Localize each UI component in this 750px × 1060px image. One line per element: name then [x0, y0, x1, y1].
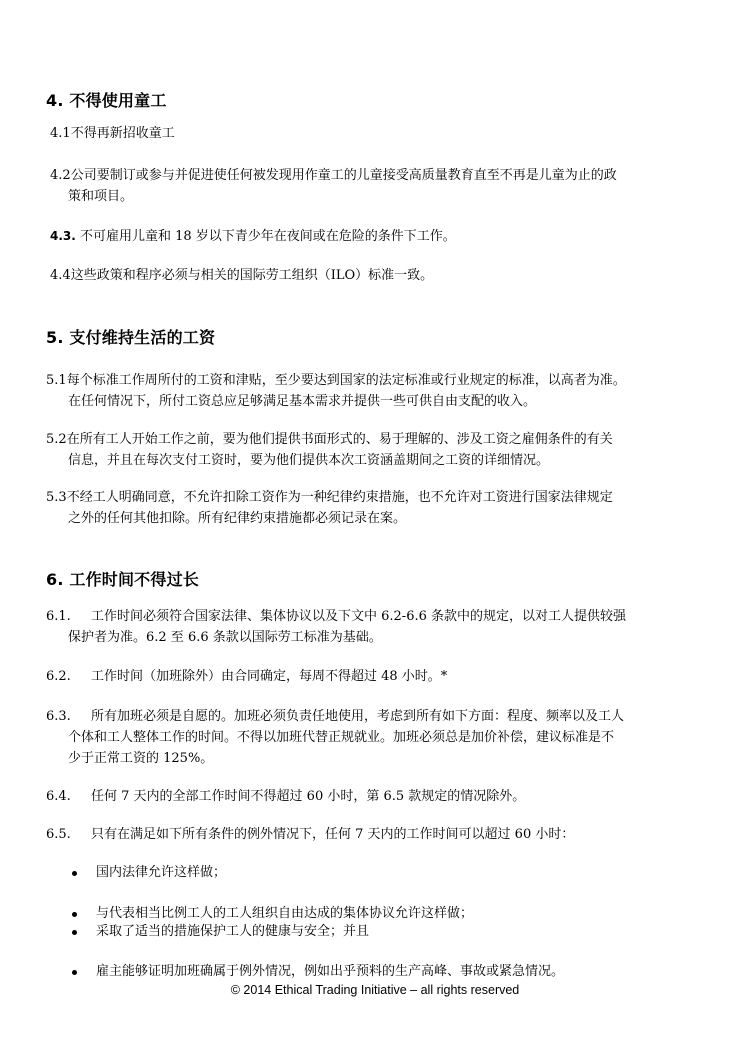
clause-text: 只有在满足如下所有条件的例外情况下，任何 7 天内的工作时间可以超过 60 小时：: [91, 827, 575, 842]
clause-text: 在所有工人开始工作之前，要为他们提供书面形式的、易于理解的、涉及工资之雇佣条件的有关: [66, 432, 613, 447]
clause-text: 工作时间必须符合国家法律、集体协议以及下文中 6.2-6.6 条款中的规定，以对工人提供较强: [91, 609, 627, 624]
clause-continuation: 策和项目。: [68, 189, 134, 204]
clause-5-1: [46, 370, 726, 412]
clause-number: 6.1.: [46, 609, 71, 624]
clause-5-2: [46, 429, 726, 471]
bullet-dot-icon: [72, 930, 77, 935]
clause-number: 4.3.: [50, 229, 76, 243]
clause-number: 6.3.: [46, 709, 71, 724]
clause-number: 5.2: [46, 432, 67, 447]
clause-text: 不可雇用儿童和 18 岁以下青少年在夜间或在危险的条件下工作。: [75, 229, 456, 244]
bullet-text: 采取了适当的措施保护工人的健康与安全；并且: [96, 924, 370, 939]
clause-text: 所有加班必须是自愿的。加班必须负责任地使用，考虑到所有如下方面：程度、频率以及工人: [91, 709, 625, 724]
clause-4-2: [50, 165, 730, 207]
clause-text: 公司要制订或参与并促进使任何被发现用作童工的儿童接受高质量教育直至不再是儿童为止的政: [70, 168, 617, 183]
bullet-dot-icon: [72, 871, 77, 876]
bullet-item: [72, 862, 226, 883]
clause-text: 任何 7 天内的全部工作时间不得超过 60 小时，第 6.5 款规定的情况除外。: [91, 789, 526, 804]
clause-6-3: [46, 706, 726, 769]
section-6-heading: 6. 工作时间不得过长: [46, 570, 199, 589]
clause-text: 每个标准工作周所付的工资和津贴，至少要达到国家的法定标准或行业规定的标准，以高者为准。: [66, 373, 626, 388]
clause-text: 这些政策和程序必须与相关的国际劳工组织（ILO）标准一致。: [70, 268, 434, 283]
clause-text: 不经工人明确同意，不允许扣除工资作为一种纪律约束措施，也不允许对工资进行国家法律规定: [66, 490, 613, 505]
clause-6-4: [46, 786, 726, 807]
section-5-heading: 5. 支付维持生活的工资: [46, 328, 216, 347]
clause-number: 4.2: [50, 168, 71, 183]
clause-text: 工作时间（加班除外）由合同确定，每周不得超过 48 小时。*: [91, 669, 448, 684]
bullet-item: [72, 961, 564, 982]
bullet-text: 雇主能够证明加班确属于例外情况，例如出乎预料的生产高峰、事故或紧急情况。: [96, 964, 565, 979]
bullet-text: 与代表相当比例工人的工人组织自由达成的集体协议允许这样做；: [96, 906, 474, 921]
clause-4-3: [50, 226, 730, 247]
clause-continuation: 之外的任何其他扣除。所有纪律约束措施都必须记录在案。: [68, 511, 407, 526]
clause-4-4: [50, 265, 730, 286]
clause-number: 4.1: [50, 126, 71, 141]
copyright-footer: © 2014 Ethical Trading Initiative – all rights reserved: [230, 983, 520, 997]
clause-5-3: [46, 487, 726, 529]
bullet-dot-icon: [72, 970, 77, 975]
clause-number: 6.5.: [46, 827, 71, 842]
clause-continuation: 信息，并且在每次支付工资时，要为他们提供本次工资涵盖期间之工资的详细情况。: [68, 453, 550, 468]
clause-6-1: [46, 606, 726, 648]
section-4-heading: 4. 不得使用童工: [46, 91, 167, 110]
bullet-item: [72, 921, 369, 942]
clause-4-1: [50, 123, 730, 144]
bullet-dot-icon: [72, 912, 77, 917]
clause-number: 4.4: [50, 268, 71, 283]
bullet-text: 国内法律允许这样做；: [96, 865, 227, 880]
clause-6-5: [46, 824, 726, 845]
clause-continuation: 少于正常工资的 125%。: [68, 751, 214, 766]
clause-number: 5.1: [46, 373, 67, 388]
clause-number: 6.2.: [46, 669, 71, 684]
clause-continuation: 个体和工人整体工作的时间。不得以加班代替正规就业。加班必须总是加价补偿，建议标准是不: [68, 730, 615, 745]
clause-continuation: 保护者为准。6.2 至 6.6 条款以国际劳工标准为基础。: [68, 630, 382, 645]
clause-continuation: 在任何情况下，所付工资总应足够满足基本需求并提供一些可供自由支配的收入。: [68, 394, 537, 409]
clause-6-2: [46, 666, 726, 687]
clause-number: 5.3: [46, 490, 67, 505]
clause-text: 不得再新招收童工: [70, 126, 175, 141]
clause-number: 6.4.: [46, 789, 71, 804]
